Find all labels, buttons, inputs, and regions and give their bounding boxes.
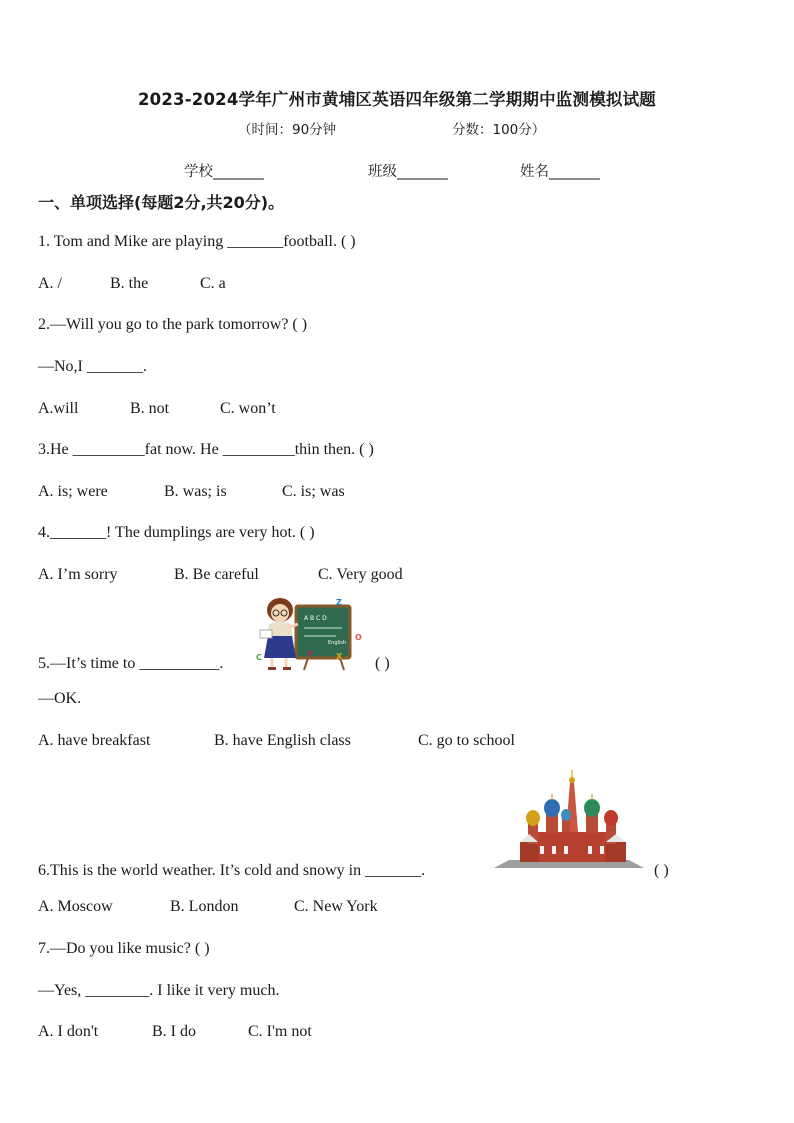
section-title: 一、单项选择(每题2分,共20分)。 bbox=[38, 193, 285, 212]
q4-option-c: C. Very good bbox=[318, 566, 403, 583]
question-1: 1. Tom and Mike are playing _______football. ( ) bbox=[38, 233, 356, 250]
exam-time: （时间：90分钟 bbox=[238, 122, 337, 138]
letter-x: X bbox=[336, 652, 343, 661]
q6-option-b: B. London bbox=[170, 898, 239, 915]
board-line-2: English bbox=[328, 640, 347, 646]
q3-option-c: C. is; was bbox=[282, 483, 345, 500]
question-3: 3.He _________fat now. He _________thin then. ( ) bbox=[38, 441, 374, 458]
question-2-answer-line: —No,I _______. bbox=[38, 358, 147, 375]
exam-score: 分数：100分） bbox=[452, 122, 546, 138]
q5-option-a: A. have breakfast bbox=[38, 732, 151, 749]
question-5: 5.—It’s time to __________. bbox=[38, 655, 224, 672]
question-5-answer-line: —OK. bbox=[38, 690, 82, 707]
question-5-paren: ( ) bbox=[375, 655, 390, 672]
question-7: 7.—Do you like music? ( ) bbox=[38, 940, 210, 957]
moscow-cathedral-image bbox=[494, 770, 644, 870]
question-2: 2.—Will you go to the park tomorrow? ( ) bbox=[38, 316, 308, 333]
q1-option-b: B. the bbox=[110, 275, 149, 292]
q6-option-a: A. Moscow bbox=[38, 898, 113, 915]
q1-option-c: C. a bbox=[200, 275, 226, 292]
q5-option-c: C. go to school bbox=[418, 732, 515, 749]
name-field: 姓名_______ bbox=[520, 164, 600, 180]
letter-o: O bbox=[355, 633, 362, 642]
q6-option-c: C. New York bbox=[294, 898, 378, 915]
q2-option-a: A.will bbox=[38, 400, 79, 417]
letter-c: C bbox=[256, 653, 262, 662]
q3-option-b: B. was; is bbox=[164, 483, 227, 500]
question-6-paren: ( ) bbox=[654, 862, 669, 879]
question-7-answer-line: —Yes, ________. I like it very much. bbox=[38, 982, 280, 999]
question-6: 6.This is the world weather. It’s cold and snowy in _______. bbox=[38, 862, 426, 879]
q2-option-c: C. won’t bbox=[220, 400, 276, 417]
class-field: 班级_______ bbox=[368, 164, 448, 180]
q2-option-b: B. not bbox=[130, 400, 170, 417]
q7-option-a: A. I don't bbox=[38, 1023, 99, 1040]
school-field: 学校_______ bbox=[184, 164, 264, 180]
letter-z: Z bbox=[336, 598, 342, 607]
board-line-1: A B C D bbox=[304, 615, 327, 622]
teacher-chalkboard-image bbox=[252, 596, 364, 672]
q3-option-a: A. is; were bbox=[38, 483, 108, 500]
q7-option-c: C. I'm not bbox=[248, 1023, 312, 1040]
letter-p: P bbox=[308, 650, 314, 658]
page-title: 2023-2024学年广州市黄埔区英语四年级第二学期期中监测模拟试题 bbox=[138, 90, 656, 109]
q5-option-b: B. have English class bbox=[214, 732, 351, 749]
q4-option-b: B. Be careful bbox=[174, 566, 259, 583]
q1-option-a: A. / bbox=[38, 275, 62, 292]
question-4: 4._______! The dumplings are very hot. ( ) bbox=[38, 524, 315, 541]
q4-option-a: A. I’m sorry bbox=[38, 566, 118, 583]
q7-option-b: B. I do bbox=[152, 1023, 196, 1040]
